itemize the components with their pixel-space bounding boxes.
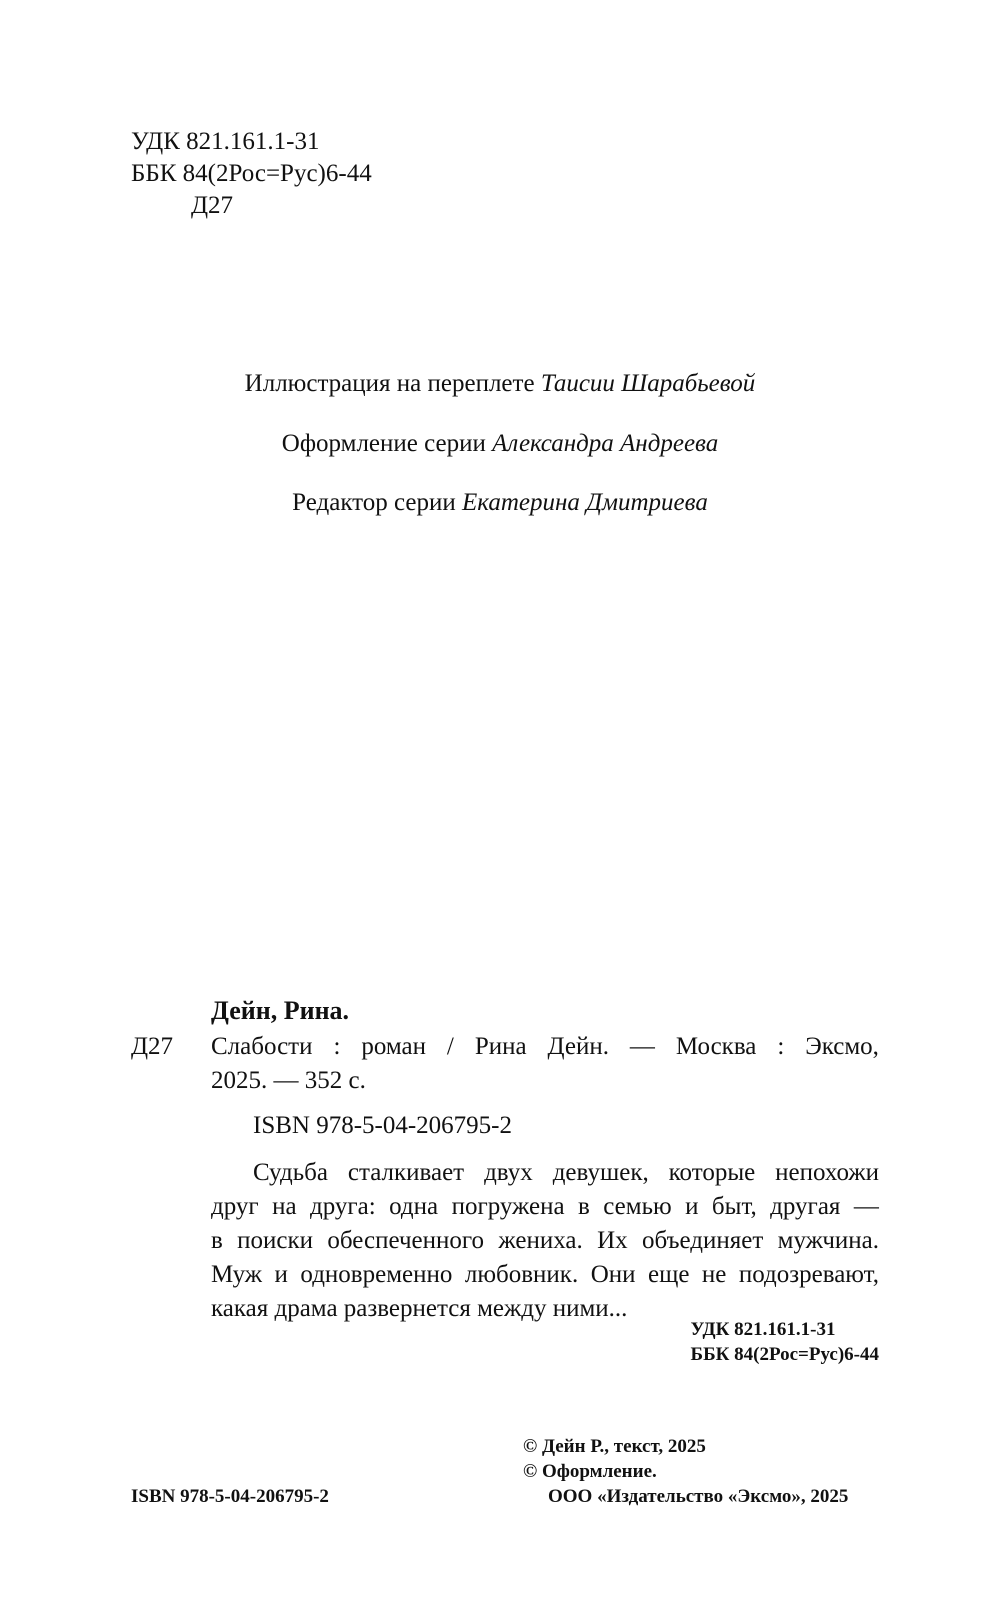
annotation-word: девушек,	[552, 1159, 649, 1186]
copyright-publisher: ООО «Издательство «Эксмо», 2025	[548, 1486, 849, 1507]
annotation-word: Судьба	[253, 1159, 328, 1186]
annotation	[211, 1157, 879, 1327]
card-isbn: ISBN 978-5-04-206795-2	[253, 1112, 513, 1139]
annotation-word: Муж	[211, 1261, 263, 1288]
annotation-line	[211, 1259, 879, 1293]
annotation-word: одновременно	[300, 1261, 453, 1288]
annotation-word: какая драма развернется между ними...	[211, 1295, 628, 1322]
annotation-word: и	[685, 1193, 699, 1220]
annotation-word: семью	[603, 1193, 672, 1220]
annotation-word: не	[701, 1261, 727, 1288]
title-word: роман	[361, 1033, 426, 1060]
title-word: :	[333, 1033, 341, 1060]
annotation-word: Они	[590, 1261, 636, 1288]
annotation-word: быт,	[711, 1193, 757, 1220]
series-editor-credit	[0, 487, 1000, 519]
annotation-word: любовник.	[464, 1261, 579, 1288]
copyright-block	[523, 1434, 848, 1509]
top-bbk-code: ББК 84(2Рос=Рус)6-44	[131, 160, 372, 187]
card-author: Дейн, Рина.	[211, 996, 350, 1025]
annotation-word: которые	[668, 1159, 756, 1186]
annotation-word: еще	[647, 1261, 690, 1288]
illustration-credit-prefix: Иллюстрация на переплете	[244, 370, 535, 397]
annotation-word: одна	[389, 1193, 439, 1220]
copyright-text: © Дейн Р., текст, 2025	[523, 1436, 706, 1457]
annotation-word: двух	[484, 1159, 533, 1186]
annotation-word: друга:	[310, 1193, 376, 1220]
annotation-word: —	[853, 1193, 879, 1220]
title-word: Москва	[675, 1033, 757, 1060]
annotation-word: объединяет	[642, 1227, 764, 1254]
annotation-word: обеспеченного	[327, 1227, 485, 1254]
annotation-word: поиски	[237, 1227, 314, 1254]
series-design-credit-prefix: Оформление серии	[281, 430, 486, 457]
illustration-credit-name: Таисии Шарабьевой	[540, 370, 756, 397]
title-word: Рина	[474, 1033, 527, 1060]
title-word: Слабости	[211, 1033, 313, 1060]
annotation-word: другая	[770, 1193, 841, 1220]
top-classification-codes	[131, 126, 372, 222]
annotation-word: мужчина.	[777, 1227, 879, 1254]
annotation-word: в	[211, 1227, 223, 1254]
annotation-word: Их	[597, 1227, 628, 1254]
annotation-word: и	[274, 1261, 288, 1288]
annotation-line	[211, 1157, 879, 1191]
series-editor-credit-name: Екатерина Дмитриева	[461, 489, 708, 516]
annotation-word: непохожи	[775, 1159, 879, 1186]
card-bbk-code: ББК 84(2Рос=Рус)6-44	[690, 1344, 879, 1365]
card-author-mark: Д27	[131, 1033, 174, 1060]
series-editor-credit-prefix: Редактор серии	[292, 489, 456, 516]
card-title-imprint: 2025. — 352 с.	[211, 1067, 366, 1094]
copyright-design: © Оформление.	[523, 1461, 657, 1482]
annotation-word: погружена	[451, 1193, 565, 1220]
annotation-word: на	[272, 1193, 297, 1220]
series-design-credit-name: Александра Андреева	[492, 430, 719, 457]
title-word: Эксмо,	[805, 1033, 879, 1060]
annotation-word: жениха.	[498, 1227, 583, 1254]
card-classification-codes	[691, 1317, 879, 1367]
card-title-block	[211, 1031, 879, 1099]
card-title-line	[211, 1031, 879, 1065]
annotation-word: подозревают,	[738, 1261, 879, 1288]
annotation-word: сталкивает	[347, 1159, 465, 1186]
series-design-credit	[0, 428, 1000, 460]
title-word: Дейн.	[547, 1033, 609, 1060]
annotation-line	[211, 1191, 879, 1225]
title-word: /	[446, 1033, 454, 1060]
top-udk-code: УДК 821.161.1-31	[131, 128, 320, 155]
illustration-credit	[0, 368, 1000, 400]
bottom-isbn: ISBN 978-5-04-206795-2	[131, 1486, 329, 1507]
annotation-word: в	[578, 1193, 590, 1220]
annotation-line	[211, 1225, 879, 1259]
card-udk-code: УДК 821.161.1-31	[690, 1319, 836, 1340]
top-author-mark: Д27	[191, 192, 234, 219]
title-word: :	[777, 1033, 785, 1060]
title-word: —	[629, 1033, 655, 1060]
annotation-word: друг	[211, 1193, 259, 1220]
